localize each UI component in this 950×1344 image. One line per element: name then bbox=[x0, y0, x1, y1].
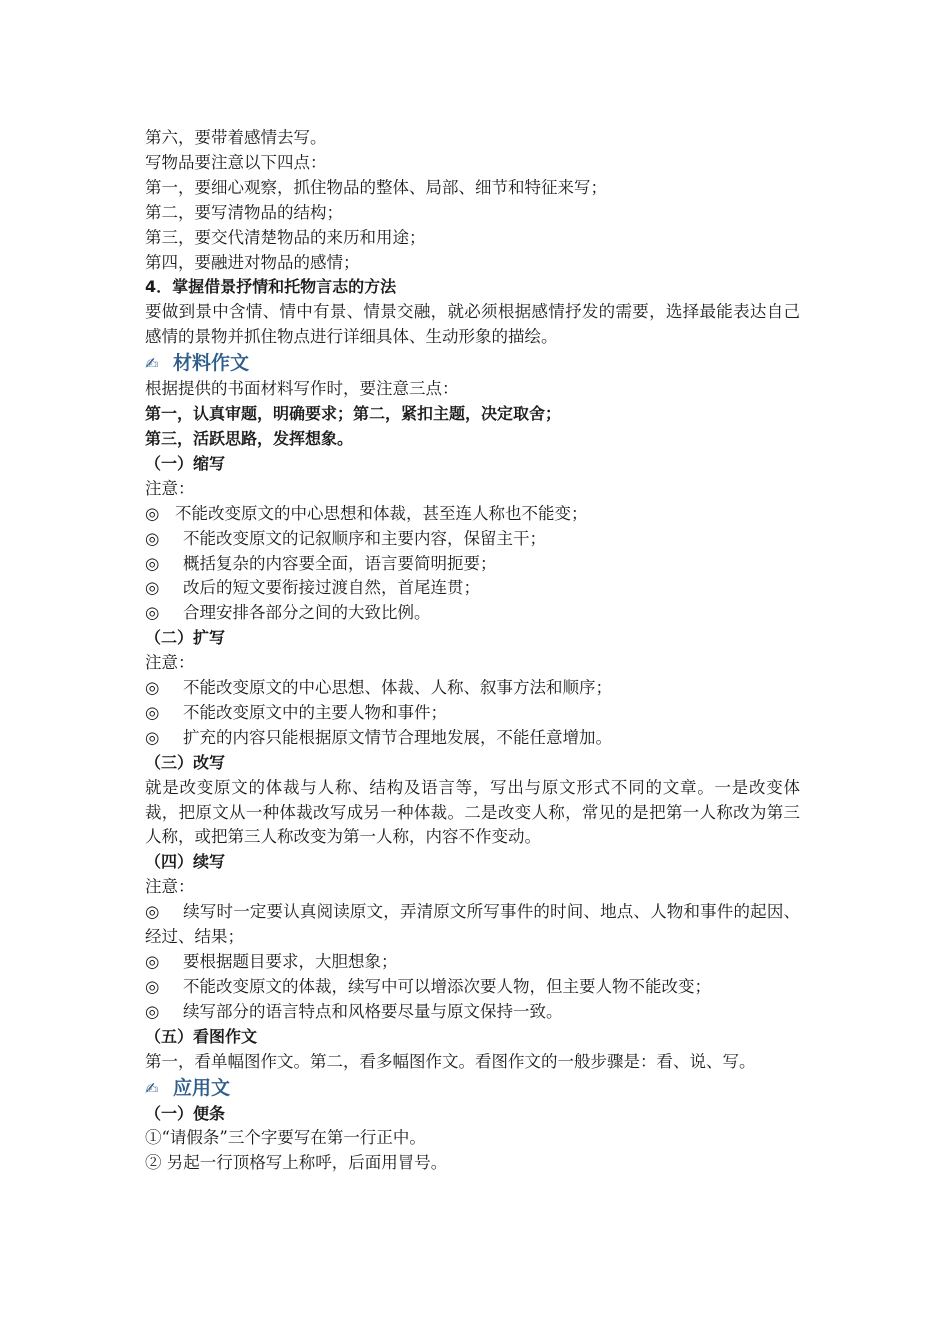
bullet-mark: ◎ bbox=[145, 702, 160, 722]
list-item: ◎ 续写部分的语言特点和风格要尽量与原文保持一致。 bbox=[145, 1000, 800, 1025]
subsection-heading: （四）续写 bbox=[145, 852, 226, 872]
text-line: 根据提供的书面材料写作时，要注意三点： bbox=[145, 379, 459, 399]
list-item: ◎ 不能改变原文的中心思想和体裁，甚至连人称也不能变； bbox=[145, 502, 800, 527]
bullet-mark: ◎ bbox=[145, 503, 160, 523]
bullet-mark: ◎ bbox=[145, 1001, 160, 1021]
bullet-mark: ◎ bbox=[145, 902, 160, 922]
subsection-heading: 4．掌握借景抒情和托物言志的方法 bbox=[145, 277, 397, 297]
list-item: ◎ 概括复杂的内容要全面，语言要简明扼要； bbox=[145, 552, 800, 577]
note-label: 注意： bbox=[145, 478, 195, 498]
list-item: ◎ 不能改变原文中的主要人物和事件； bbox=[145, 701, 800, 726]
bullet-mark: ◎ bbox=[145, 727, 160, 747]
section-heading-material bbox=[145, 350, 800, 377]
bullet-mark: ◎ bbox=[145, 952, 160, 971]
section-heading-applied bbox=[145, 1075, 800, 1102]
list-item: ◎ 不能改变原文的中心思想、体裁、人称、叙事方法和顺序； bbox=[145, 676, 800, 701]
bullet-mark: ◎ bbox=[145, 678, 160, 698]
bullet-mark: ◎ bbox=[145, 976, 160, 996]
section-title: 应用文 bbox=[173, 1076, 231, 1099]
section-title: 材料作文 bbox=[173, 352, 250, 375]
text-line: 第一，要细心观察，抓住物品的整体、局部、细节和特征来写； bbox=[145, 177, 607, 197]
pen-icon: ✍ bbox=[145, 1078, 159, 1098]
subsection-heading: （三）改写 bbox=[145, 752, 226, 772]
list-item: ◎ 不能改变原文的记叙顺序和主要内容，保留主干； bbox=[145, 527, 800, 552]
subsection-heading: （五）看图作文 bbox=[145, 1026, 258, 1046]
paragraph: 要做到景中含情、情中有景、情景交融，就必须根据感情抒发的需要，选择最能表达自己感情的景物并抓住物点进行详细具体、生动形象的描绘。 bbox=[145, 302, 800, 347]
bullet-mark: ◎ bbox=[145, 578, 160, 598]
text-line: 第二，要写清物品的结构； bbox=[145, 202, 343, 222]
text-line: 第四，要融进对物品的感情； bbox=[145, 252, 360, 272]
text-line: ①“请假条”三个字要写在第一行正中。 bbox=[145, 1128, 426, 1148]
note-label: 注意： bbox=[145, 877, 195, 897]
list-item: ◎ 扩充的内容只能根据原文情节合理地发展，不能任意增加。 bbox=[145, 726, 800, 751]
list-item: ◎ 合理安排各部分之间的大致比例。 bbox=[145, 601, 800, 626]
paragraph: 第一，看单幅图作文。第二，看多幅图作文。看图作文的一般步骤是：看、说、写。 bbox=[145, 1051, 756, 1071]
bullet-mark: ◎ bbox=[145, 553, 160, 573]
document-page bbox=[145, 126, 800, 1176]
bold-line: 第三，活跃思路，发挥想象。 bbox=[145, 428, 354, 448]
bold-line: 第一，认真审题，明确要求；第二，紧扣主题，决定取舍； bbox=[145, 404, 562, 424]
list-item: ◎ 要根据题目要求，大胆想象； bbox=[145, 950, 800, 975]
text-line: 第三，要交代清楚物品的来历和用途； bbox=[145, 227, 426, 247]
list-item: ◎ 不能改变原文的体裁，续写中可以增添次要人物，但主要人物不能改变； bbox=[145, 975, 800, 1000]
text-line: 第六，要带着感情去写。 bbox=[145, 128, 327, 147]
note-label: 注意： bbox=[145, 653, 195, 673]
paragraph: 就是改变原文的体裁与人称、结构及语言等，写出与原文形式不同的文章。一是改变体裁，把原文从一种体裁改写成另一种体裁。二是改变人称，常见的是把第一人称改为第三人称，或把第三人称改变为第一人称，内容不作变动。 bbox=[145, 777, 800, 847]
bullet-mark: ◎ bbox=[145, 603, 160, 623]
subsection-heading: （一）便条 bbox=[145, 1103, 226, 1123]
subsection-heading: （一）缩写 bbox=[145, 453, 226, 473]
subsection-heading: （二）扩写 bbox=[145, 628, 226, 648]
text-line: ② 另起一行顶格写上称呼，后面用冒号。 bbox=[145, 1153, 448, 1173]
pen-icon: ✍ bbox=[145, 354, 159, 374]
list-item: ◎ 续写时一定要认真阅读原文，弄清原文所写事件的时间、地点、人物和事件的起因、经过、结果； bbox=[145, 902, 800, 947]
list-item: ◎ 改后的短文要衔接过渡自然，首尾连贯； bbox=[145, 576, 800, 601]
text-line: 写物品要注意以下四点： bbox=[145, 152, 327, 172]
bullet-mark: ◎ bbox=[145, 528, 160, 548]
